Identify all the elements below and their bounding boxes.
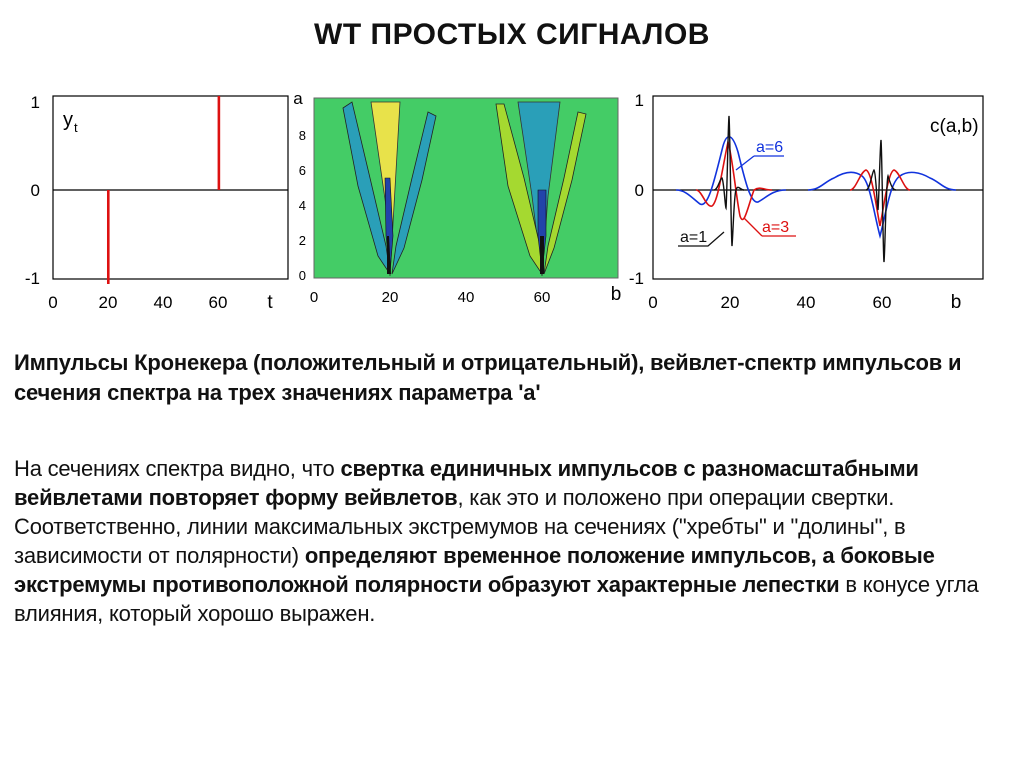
signal-xtick-40: 40 [153,293,173,312]
sections-ytick-0: 0 [634,181,644,200]
signal-ytick-0: 0 [30,181,40,200]
spectrum-plot [286,86,626,326]
signal-y-label-sub: t [74,120,78,135]
paragraph-extrema [14,512,1014,628]
spectrum-ytick-8: 8 [298,128,306,143]
paragraph2-part1: Соответственно, линии максимальных экстремумов на сечениях ("хребты" и "долины", в зависимости от полярности) [14,514,906,568]
sections-x-label: b [950,292,962,313]
spectrum-xtick-60: 60 [533,289,551,306]
lobe-tip-b60 [540,236,544,274]
paragraph-convolution [14,454,1014,512]
signal-plot [18,86,308,326]
paragraph1-part2: , как это и положено при операции свертки. [457,485,895,510]
signal-ytick-minus1: -1 [24,269,40,288]
plots-row [0,86,1024,326]
sections-xtick-60: 60 [872,293,892,312]
paragraph2-part2: в конусе угла влияния, который хорошо выражен. [14,572,979,626]
sections-xtick-20: 20 [720,293,740,312]
caption: Импульсы Кронекера (положительный и отрицательный), вейвлет-спектр импульсов и сечения спектра на трех значениях параметра 'а' [14,350,962,405]
spectrum-y-label: a [293,89,303,108]
spectrum-xtick-20: 20 [381,289,399,306]
spectrum-xtick-40: 40 [457,289,475,306]
signal-xtick-20: 20 [98,293,118,312]
spectrum-ytick-4: 4 [298,198,306,213]
spectrum-ytick-0: 0 [298,268,306,283]
annotation-a6: a=6 [756,139,784,156]
spectrum-xtick-0: 0 [309,289,319,306]
signal-y-label: y [63,109,73,131]
spectrum-x-label: b [610,284,622,305]
sections-legend-label: c(a,b) [930,116,979,137]
signal-x-label: t [267,292,273,313]
sections-xtick-0: 0 [648,293,658,312]
signal-ytick-1: 1 [30,93,40,112]
slide-title: WT ПРОСТЫХ СИГНАЛОВ [314,18,710,51]
annotation-a3: a=3 [762,219,790,236]
paragraph1-bold: свертка единичных импульсов с разномасштабными вейвлетами повторяет форму вейвлетов [14,456,919,510]
body-text [14,454,1014,628]
paragraph2-bold: определяют временное положение импульсов, а боковые экстремумы противоположной полярности образуют характерные лепестки [14,543,935,597]
sections-xtick-40: 40 [796,293,816,312]
annotation-a1: a=1 [680,229,708,246]
sections-plot [626,86,996,326]
spectrum-ytick-2: 2 [298,233,306,248]
sections-ytick-minus1: -1 [628,269,644,288]
paragraph1-part1: На сечениях спектра видно, что [14,456,341,481]
signal-xtick-60: 60 [208,293,228,312]
signal-plot-frame [53,96,288,279]
spectrum-ytick-6: 6 [298,163,306,178]
sections-ytick-1: 1 [634,91,644,110]
signal-xtick-0: 0 [48,293,58,312]
